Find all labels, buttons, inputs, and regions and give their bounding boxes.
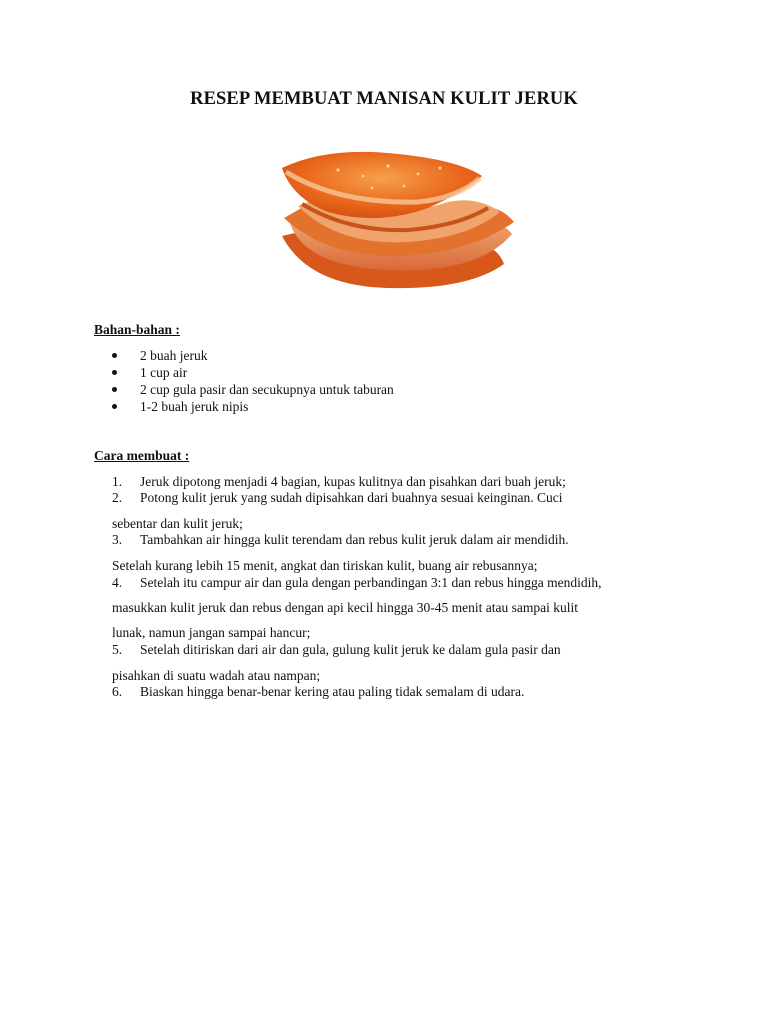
step-line-continued: pisahkan di suatu wadah atau nampan; <box>112 668 321 683</box>
step-line: 3. Tambahkan air hingga kulit terendam dan rebus kulit jeruk dalam air mendidih. <box>112 532 569 547</box>
list-item: 2 cup gula pasir dan secukupnya untuk taburan <box>94 381 694 398</box>
bullet-icon <box>112 370 117 375</box>
step-line-continued: Setelah kurang lebih 15 menit, angkat dan tiriskan kulit, buang air rebusannya; <box>112 558 538 573</box>
list-item: 1-2 buah jeruk nipis <box>94 398 694 415</box>
list-item: 1 cup air <box>94 364 694 381</box>
step-line: 5. Setelah ditiriskan dari air dan gula, gulung kulit jeruk ke dalam gula pasir dan <box>112 642 561 657</box>
candied-orange-peel-image <box>268 146 520 296</box>
cara-heading: Cara membuat : <box>94 448 190 463</box>
bullet-icon <box>112 353 117 358</box>
step-line: 1. Jeruk dipotong menjadi 4 bagian, kupas kulitnya dan pisahkan dari buah jeruk; <box>112 474 566 489</box>
bullet-icon <box>112 404 117 409</box>
step-line-continued: lunak, namun jangan sampai hancur; <box>112 625 311 640</box>
step-line-continued: masukkan kulit jeruk dan rebus dengan api kecil hingga 30-45 menit atau sampai kulit <box>112 600 579 615</box>
step-line: 4. Setelah itu campur air dan gula dengan perbandingan 3:1 dan rebus hingga mendidih, <box>112 575 602 590</box>
list-item: 2 buah jeruk <box>94 347 694 364</box>
ingredients-list <box>94 347 694 415</box>
bahan-heading: Bahan-bahan : <box>94 322 180 337</box>
step-line: 2. Potong kulit jeruk yang sudah dipisahkan dari buahnya sesuai keinginan. Cuci <box>112 490 563 505</box>
bullet-icon <box>112 387 117 392</box>
candied-orange-peel-icon <box>268 146 520 296</box>
step-line: 6. Biaskan hingga benar-benar kering atau paling tidak semalam di udara. <box>112 684 525 699</box>
page-title: RESEP MEMBUAT MANISAN KULIT JERUK <box>190 89 578 109</box>
step-line-continued: sebentar dan kulit jeruk; <box>112 516 243 531</box>
